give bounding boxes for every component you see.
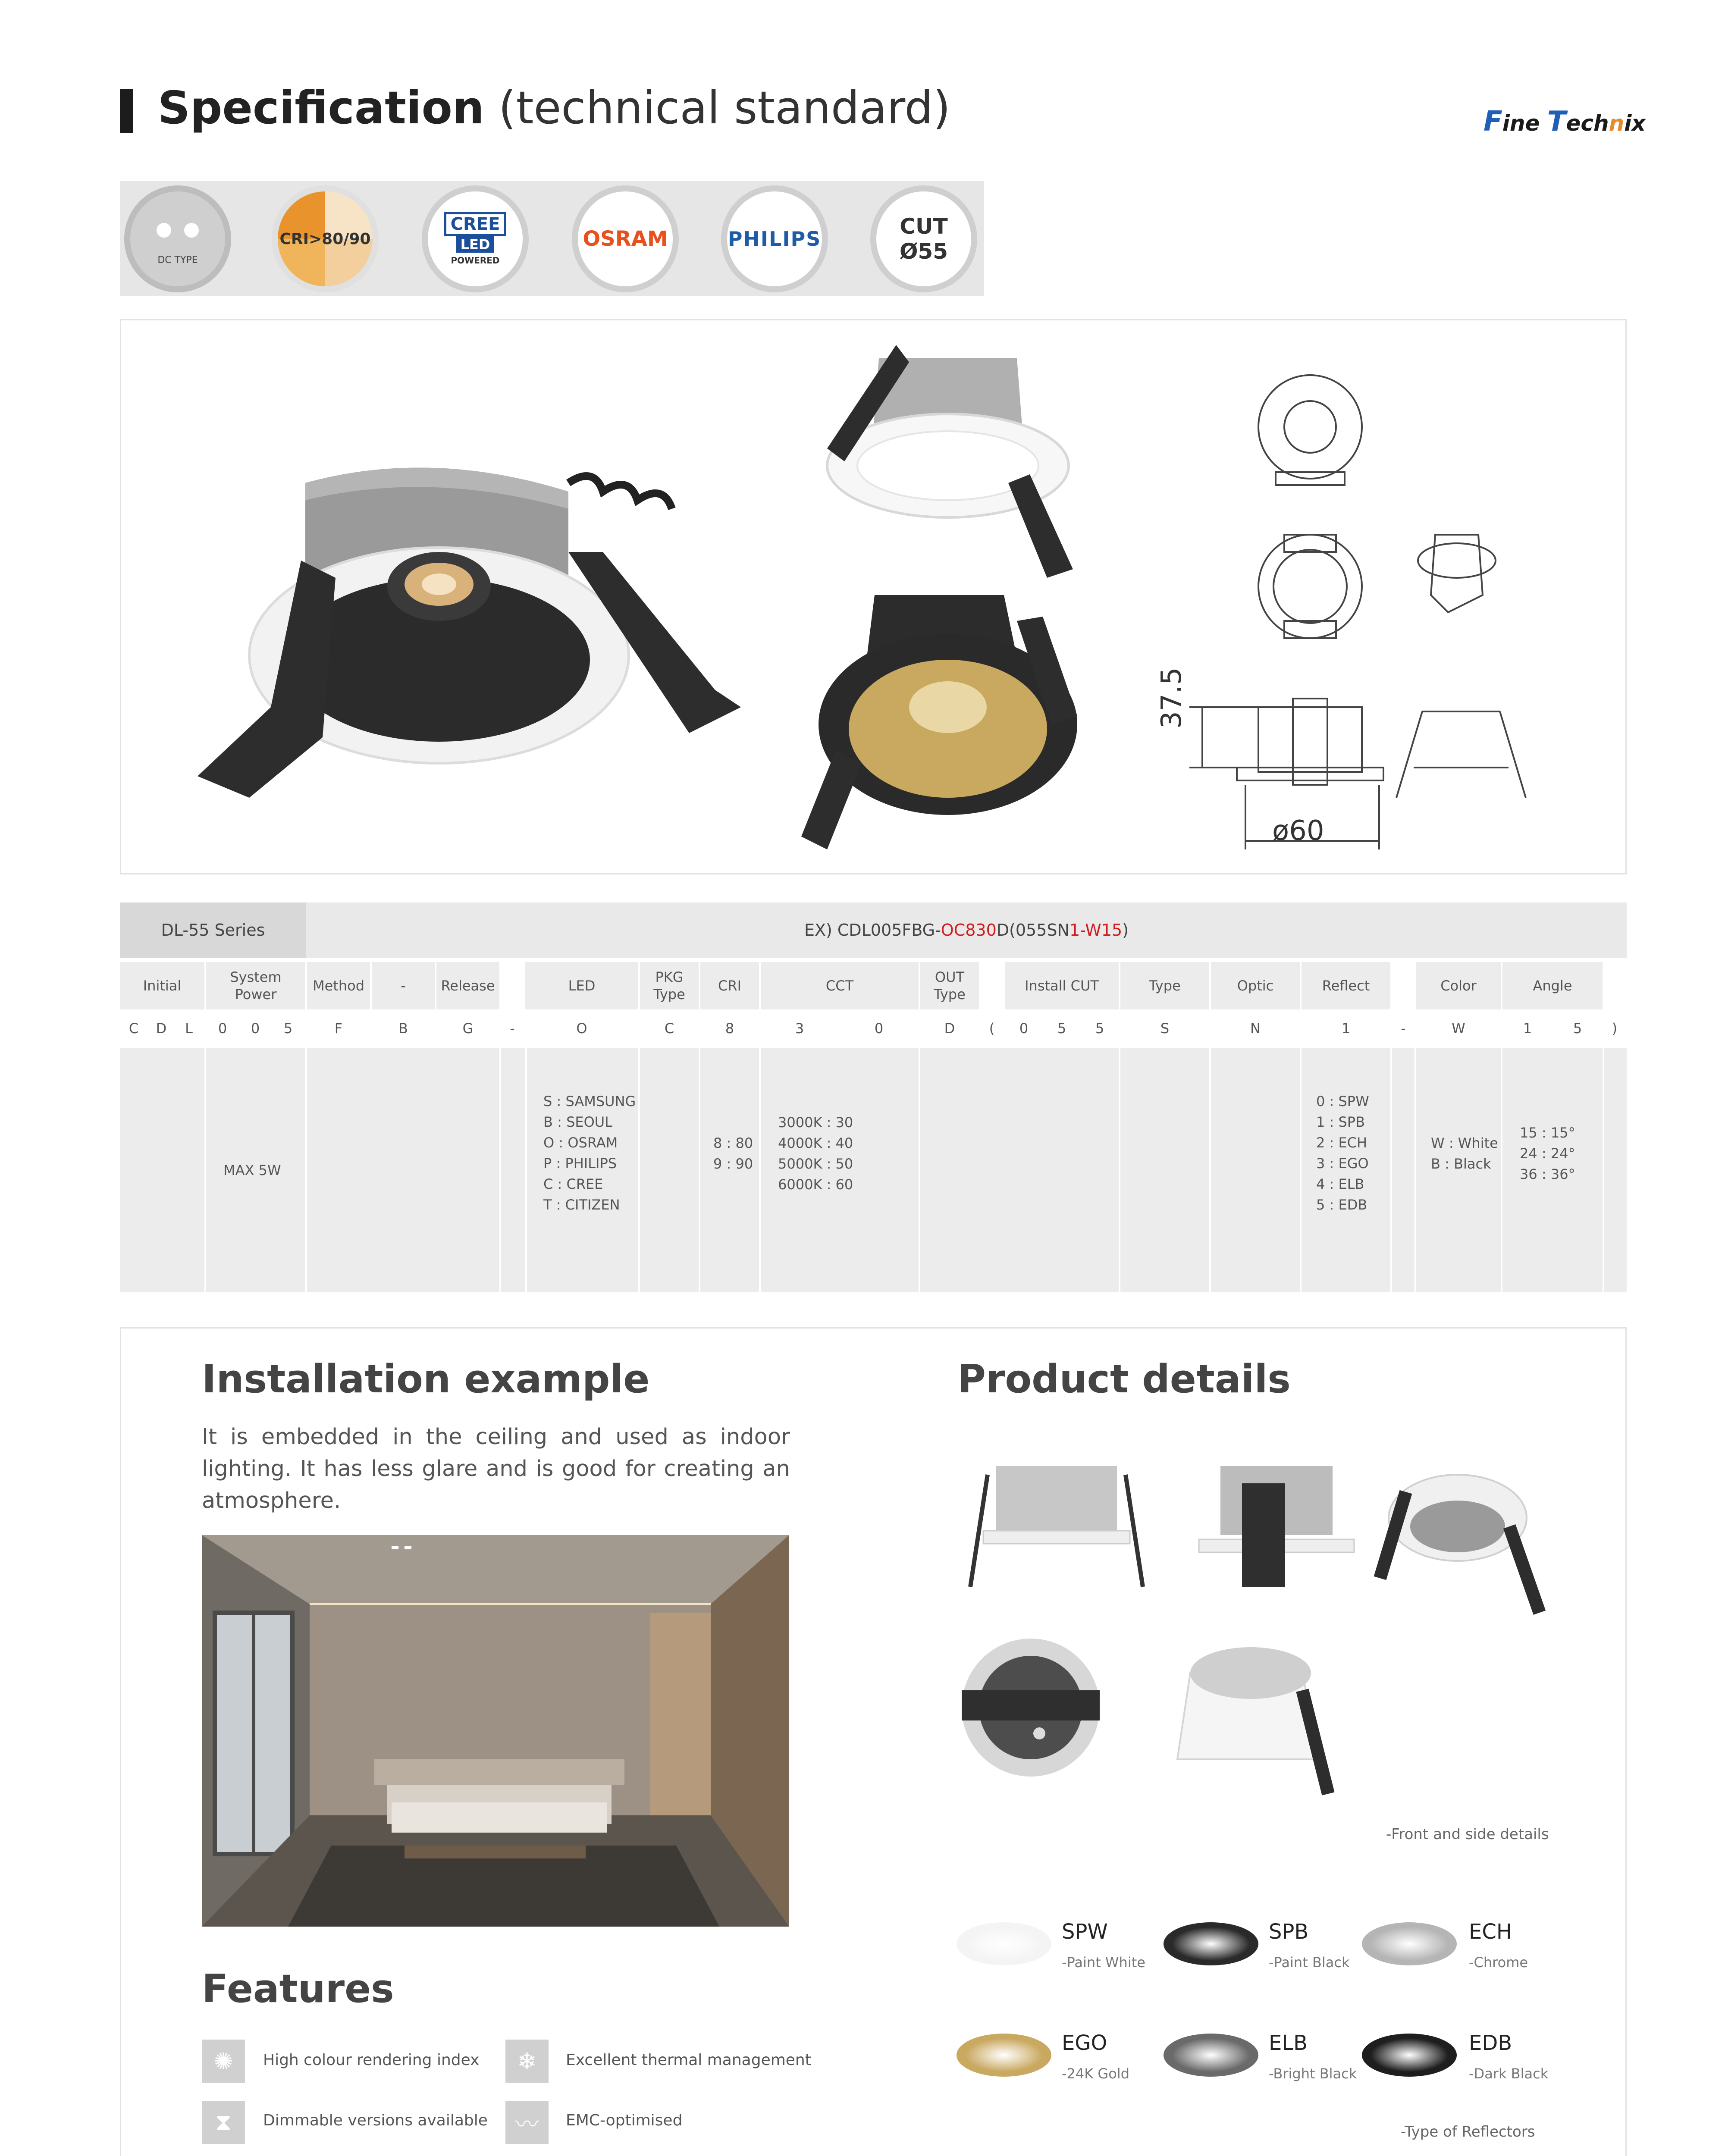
header-cri: CRI [700, 962, 759, 1009]
feature-item: Excellent thermal management [566, 2051, 811, 2069]
ego-reflector-icon [957, 2034, 1051, 2077]
reflectors-caption: -Type of Reflectors [1401, 2123, 1535, 2140]
code-char: D [944, 1020, 955, 1037]
badge-strip [120, 181, 984, 296]
reflect-options: 0 : SPW 1 : SPB 2 : ECH 3 : EGO 4 : ELB 5 : EDB [1316, 1093, 1369, 1213]
reflector-code: EGO [1062, 2031, 1107, 2055]
header-dash: - [372, 962, 435, 1009]
detail-back-view [1199, 1466, 1354, 1587]
code-char: 0 [218, 1020, 227, 1037]
ech-reflector-icon [1362, 1922, 1457, 1965]
elb-reflector-icon [1164, 2034, 1258, 2077]
reflector-name: -Bright Black [1269, 2065, 1357, 2082]
thermometer-icon: ❄ [505, 2040, 549, 2083]
header-cct: CCT [761, 962, 919, 1009]
body-type [1120, 1048, 1209, 1292]
gold-variant-render [801, 595, 1077, 849]
reflector-code: SPB [1269, 1920, 1309, 1944]
code-char: 5 [1057, 1020, 1066, 1037]
reflector-code: ECH [1469, 1920, 1512, 1944]
code-char: 0 [251, 1020, 260, 1037]
header-install-cut: Install CUT [1005, 962, 1119, 1009]
product-detail-renders [949, 1449, 1596, 1815]
philips-logo: PHILIPS [728, 227, 822, 251]
reflector-name: -24K Gold [1062, 2065, 1129, 2082]
title-bold: Specification [158, 81, 484, 134]
code-char: 5 [1573, 1020, 1582, 1037]
reflector-name: -Paint Black [1269, 1954, 1350, 1971]
code-char: O [576, 1020, 587, 1037]
cri-options: 8 : 80 9 : 90 [713, 1135, 753, 1172]
body-initial [120, 1048, 204, 1292]
body-method-release [307, 1048, 499, 1292]
code-char: 0 [1019, 1020, 1029, 1037]
osram-logo: OSRAM [583, 227, 668, 251]
reflector-name: -Paint White [1062, 1954, 1145, 1971]
feature-item: Dimmable versions available [263, 2112, 488, 2129]
cree-logo: CREE [444, 212, 507, 236]
spb-reflector-icon [1164, 1922, 1258, 1965]
cree-led-label: LED [456, 236, 495, 253]
detail-side-view [970, 1466, 1143, 1587]
cri-label: CRI>80/90 [279, 230, 371, 248]
body-out-cut [920, 1048, 1119, 1292]
code-char: F [334, 1020, 343, 1037]
header-out-type: OUT Type [920, 962, 979, 1009]
code-char: N [1250, 1020, 1261, 1037]
detail-bottom-view [962, 1639, 1100, 1777]
cut-label: CUT [900, 214, 948, 239]
cree-badge [422, 185, 529, 292]
cri-badge [272, 185, 379, 292]
cct-options: 3000K : 30 4000K : 40 5000K : 50 6000K : 60 [778, 1114, 853, 1193]
code-char: 1 [1341, 1020, 1351, 1037]
header-led: LED [525, 962, 638, 1009]
header-angle: Angle [1502, 962, 1603, 1009]
main-product-render [198, 467, 741, 798]
philips-badge [721, 185, 828, 292]
body-pkg [640, 1048, 699, 1292]
led-options: S : SAMSUNG B : SEOUL O : OSRAM P : PHILIPS C : CREE T : CITIZEN [543, 1093, 636, 1213]
title-light: (technical standard) [499, 81, 950, 134]
reflector-name: -Dark Black [1469, 2065, 1549, 2082]
series-name: DL-55 Series [120, 903, 306, 958]
body-spacer [501, 1048, 525, 1292]
code-char: 3 [795, 1020, 804, 1037]
header-color: Color [1416, 962, 1501, 1009]
height-dimension-label: 37.5 [1156, 667, 1188, 729]
details-caption: -Front and side details [1386, 1826, 1549, 1843]
code-char: L [185, 1020, 193, 1037]
code-char: 5 [283, 1020, 293, 1037]
code-char: ( [989, 1020, 995, 1037]
code-char: G [462, 1020, 474, 1037]
dc-type-badge [124, 185, 231, 292]
white-variant-render [827, 345, 1073, 578]
body-spacer [1604, 1048, 1627, 1292]
table-title-row [120, 903, 1627, 958]
body-optic [1211, 1048, 1300, 1292]
cri-bulb-icon: ✺ [202, 2040, 245, 2083]
osram-badge [572, 185, 679, 292]
edb-reflector-icon [1362, 2034, 1457, 2077]
header-optic: Optic [1211, 962, 1300, 1009]
reflector-code: SPW [1062, 1920, 1108, 1944]
page-title [158, 80, 950, 136]
dc-type-label: DC TYPE [157, 254, 198, 266]
code-char: S [1160, 1020, 1170, 1037]
reflector-name: -Chrome [1469, 1954, 1528, 1971]
power-value: MAX 5W [223, 1162, 281, 1178]
code-char: - [510, 1020, 515, 1037]
code-char: B [398, 1020, 408, 1037]
code-char: ) [1612, 1020, 1618, 1037]
code-char: 5 [1095, 1020, 1104, 1037]
features-heading: Features [202, 1966, 394, 2012]
product-renders [120, 319, 1627, 874]
wave-icon: 〰 [505, 2101, 549, 2144]
installation-text: It is embedded in the ceiling and used as indoor lighting. It has less glare and is good for creating an atmosphere. [202, 1424, 790, 1514]
code-char: C [129, 1020, 139, 1037]
header-type: Type [1120, 962, 1209, 1009]
header-initial: Initial [120, 962, 204, 1009]
code-char: - [1401, 1020, 1406, 1037]
dc-connector-icon [157, 223, 199, 238]
header-reflect: Reflect [1302, 962, 1390, 1009]
feature-item: High colour rendering index [263, 2051, 480, 2069]
cree-powered-label: POWERED [451, 255, 500, 266]
detail-top-angle-view [1177, 1647, 1328, 1794]
reflector-code: EDB [1469, 2031, 1512, 2055]
spw-reflector-icon [957, 1922, 1051, 1965]
feature-item: EMC-optimised [566, 2112, 683, 2129]
header-system-power: System Power [206, 962, 305, 1009]
cut-size-badge [870, 185, 977, 292]
code-char: 0 [874, 1020, 884, 1037]
bedroom-illustration [202, 1535, 789, 1927]
color-options: W : White B : Black [1431, 1135, 1498, 1172]
body-spacer [1392, 1048, 1414, 1292]
code-char: W [1452, 1020, 1465, 1037]
code-char: C [664, 1020, 674, 1037]
header-release: Release [436, 962, 499, 1009]
detail-angled-view [1380, 1475, 1540, 1613]
product-details-heading: Product details [957, 1357, 1291, 1402]
installation-heading: Installation example [202, 1357, 650, 1402]
example-code: EX) CDL005FBG- OC830 D(055SN 1-W15 ) [804, 921, 1129, 940]
brand-logo: Fine Technix [1484, 106, 1646, 138]
angle-options: 15 : 15° 24 : 24° 36 : 36° [1520, 1125, 1575, 1182]
code-char: 8 [725, 1020, 734, 1037]
title-accent-bar [120, 89, 133, 133]
diameter-dimension-label: ø60 [1272, 815, 1324, 847]
code-char: 1 [1523, 1020, 1532, 1037]
cut-diameter: Ø55 [899, 239, 948, 264]
installation-photo [202, 1535, 789, 1927]
header-pkg-type: PKG Type [640, 962, 699, 1009]
code-char: D [156, 1020, 167, 1037]
header-method: Method [307, 962, 370, 1009]
technical-drawings [1189, 375, 1526, 849]
reflector-code: ELB [1269, 2031, 1308, 2055]
hourglass-icon: ⧗ [202, 2101, 245, 2144]
